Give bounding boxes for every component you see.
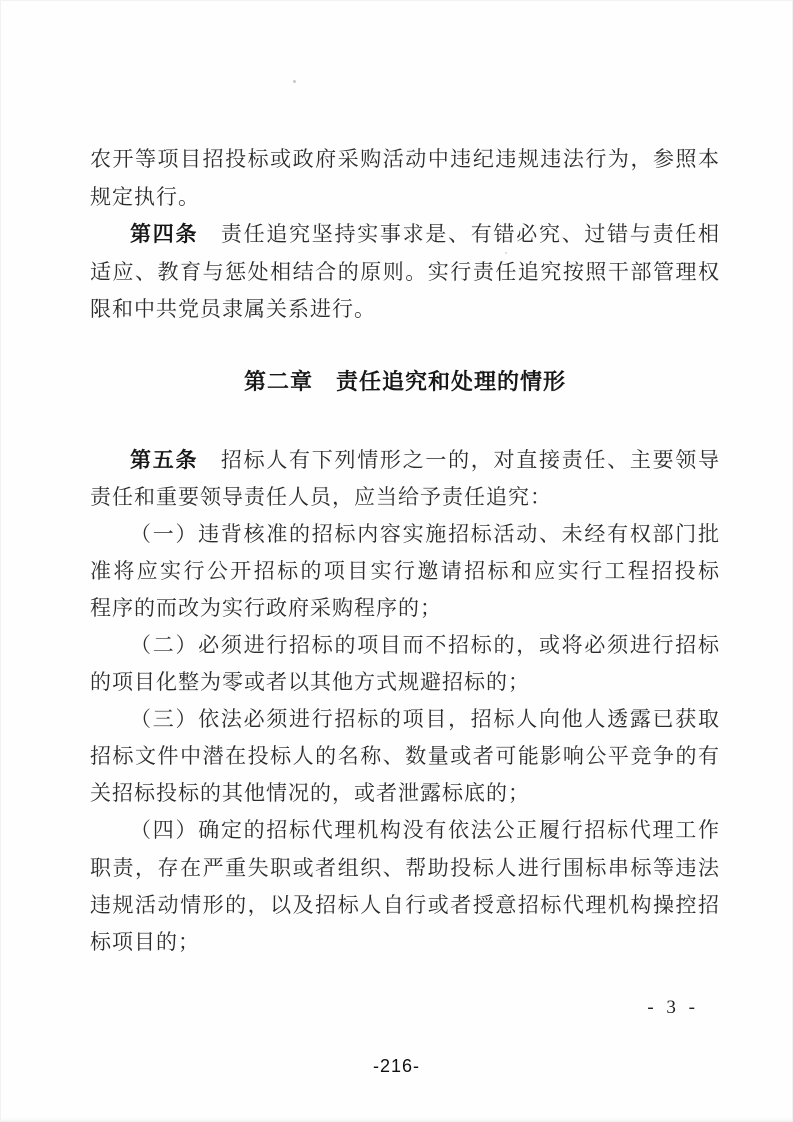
line-text: （三）依法必须进行招标的项目，招标人向他人透露已获取: [130, 707, 720, 732]
line-text: 限和中共党员隶属关系进行。: [90, 297, 376, 321]
line-text: 违规活动情形的，以及招标人自行或者授意招标代理机构操控招: [90, 892, 720, 917]
line-text: （二）必须进行招标的项目而不招标的，或将必须进行招标: [130, 632, 720, 657]
page-number-side: - 3 -: [647, 997, 699, 1018]
text-line: [90, 553, 720, 590]
text-line: [90, 216, 720, 254]
line-text: 程序的而改为实行政府采购程序的；: [90, 595, 442, 620]
text-line: [90, 627, 720, 664]
text-line: [90, 812, 720, 849]
text-line: [90, 850, 720, 887]
text-line: [90, 516, 720, 553]
line-text: （四）确定的招标代理机构没有依法公正履行招标代理工作: [130, 818, 720, 843]
section-before-heading: [90, 141, 720, 329]
text-line: [90, 590, 720, 627]
line-text: （一）违背核准的招标内容实施招标活动、未经有权部门批: [130, 521, 720, 546]
text-line: [90, 738, 720, 775]
text-line: [90, 291, 720, 329]
line-text: 的项目化整为零或者以其他方式规避招标的；: [90, 670, 530, 695]
text-line: [90, 254, 720, 292]
line-text: 适应、教育与惩处相结合的原则。实行责任追究按照干部管理权: [90, 259, 720, 284]
text-line: [90, 701, 720, 738]
line-text: 标项目的；: [90, 929, 200, 954]
article-number-label: 第四条: [130, 222, 199, 246]
chapter-heading: 第二章 责任追究和处理的情形: [243, 368, 566, 394]
scan-artifact: [293, 80, 296, 83]
text-line: [90, 775, 720, 812]
line-text: 责任和重要领导责任人员，应当给予责任追究：: [90, 484, 552, 509]
text-line: [90, 141, 720, 179]
line-text: 农开等项目招投标或政府采购活动中违纪违规违法行为，参照本: [90, 147, 720, 171]
document-text-block: [90, 141, 720, 961]
line-text: 招标文件中潜在投标人的名称、数量或者可能影响公平竞争的有: [90, 744, 720, 769]
line-text: 责任追究坚持实事求是、有错必究、过错与责任相: [198, 222, 721, 246]
text-line: [90, 479, 720, 516]
line-text: 关招标投标的其他情况的，或者泄露标底的；: [90, 781, 530, 806]
article-number-label: 第五条: [130, 447, 199, 472]
page-number-bottom: -216-: [372, 1056, 421, 1076]
line-text: 招标人有下列情形之一的，对直接责任、主要领导: [198, 447, 721, 472]
line-text: 准将应实行公开招标的项目实行邀请招标和应实行工程招投标: [90, 558, 720, 583]
text-line: [90, 179, 720, 217]
line-text: 规定执行。: [90, 184, 200, 209]
line-text: 职责，存在严重失职或者组织、帮助投标人进行围标串标等违法: [90, 855, 720, 880]
text-line: [90, 664, 720, 701]
text-line: [90, 924, 720, 961]
text-line: [90, 887, 720, 924]
text-line: [90, 442, 720, 479]
section-after-heading: [90, 442, 720, 961]
